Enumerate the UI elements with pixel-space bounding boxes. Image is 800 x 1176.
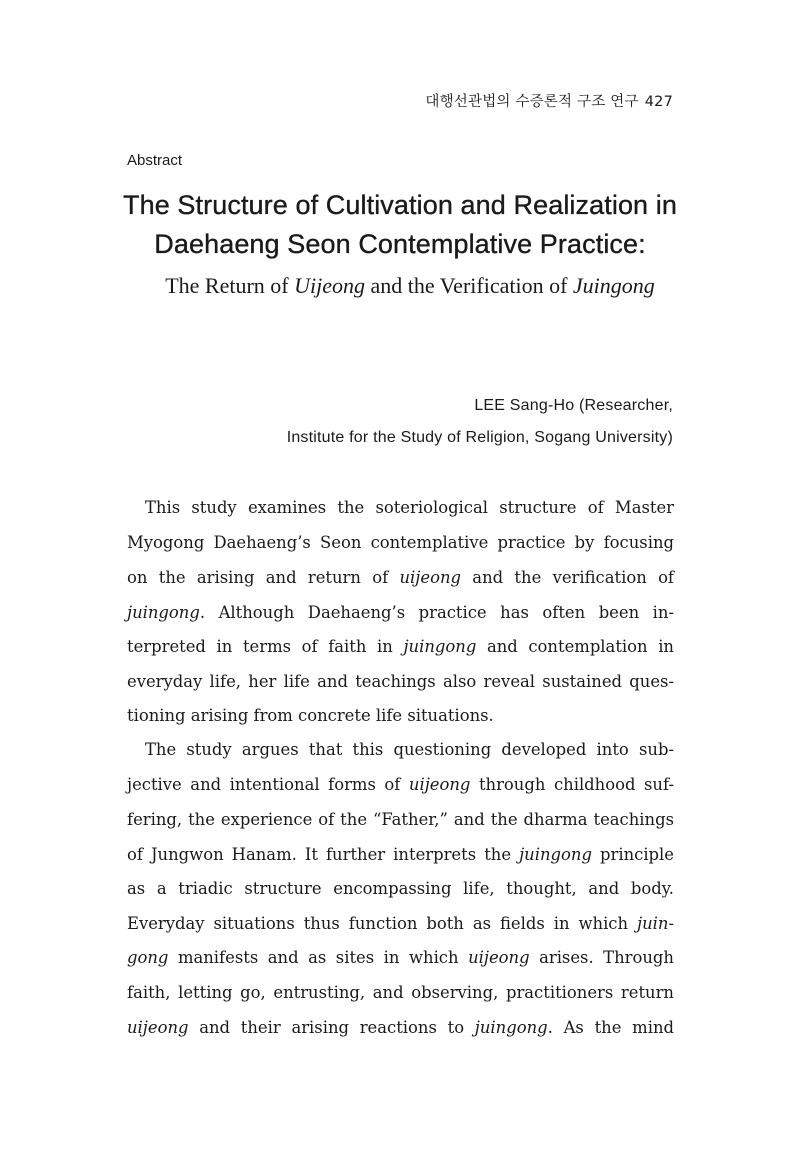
body-text: of Jungwon Hanam. It further interprets the	[127, 845, 520, 864]
body-line: as a triadic structure encompassing life, thought, and body.	[127, 879, 674, 898]
body-text: . Although Daehaeng’s practice has often been in-	[199, 603, 674, 622]
subtitle-term: Juingong	[572, 273, 655, 298]
body-term: juingong	[403, 637, 477, 656]
body-term: gong	[127, 948, 169, 967]
body-term: uijeong	[468, 948, 530, 967]
body-term: uijeong	[408, 775, 471, 794]
body-line: everyday life, her life and teachings also reveal sustained ques-	[127, 672, 674, 691]
body-text: arises. Through	[529, 948, 674, 967]
body-line: tioning arising from concrete life situations.	[127, 706, 494, 725]
body-text: on the arising and return of	[127, 568, 400, 587]
body-term: uijeong	[127, 1018, 189, 1037]
title-line-2: Daehaeng Seon Contemplative Practice:	[154, 229, 646, 259]
body-text: Everyday situations thus function both as fields in which	[127, 914, 638, 933]
subtitle-text: and the Verification of	[364, 273, 573, 298]
subtitle-term: Uijeong	[294, 273, 365, 298]
author-name: LEE Sang-Ho (Researcher,	[474, 397, 673, 414]
body-text: and the verification of	[461, 568, 674, 587]
title-line-1: The Structure of Cultivation and Realization in	[123, 190, 677, 220]
body-line: The study argues that this questioning developed into sub-	[145, 740, 674, 759]
body-line: fering, the experience of the “Father,” and the dharma teachings	[127, 810, 674, 829]
body-line: faith, letting go, entrusting, and observing, practitioners return	[127, 983, 674, 1002]
body-term: juingong	[519, 845, 592, 864]
body-line	[127, 602, 674, 624]
author-affiliation: Institute for the Study of Religion, Sogang University)	[286, 429, 673, 446]
body-text: manifests and as sites in which	[168, 948, 469, 967]
body-text: principle	[591, 845, 674, 864]
body-line	[127, 774, 674, 796]
body-text: and their arising reactions to	[188, 1018, 475, 1037]
body-term: juin-	[637, 914, 674, 933]
body-line	[127, 913, 674, 935]
body-text: terpreted in terms of faith in	[127, 637, 404, 656]
body-line	[127, 567, 674, 589]
page-number: 427	[644, 94, 673, 110]
body-line	[127, 636, 674, 658]
running-header	[425, 90, 673, 111]
body-line	[127, 947, 674, 969]
body-line: Myogong Daehaeng’s Seon contemplative practice by focusing	[127, 533, 674, 552]
section-label: Abstract	[127, 152, 183, 169]
body-term: juingong	[474, 1018, 548, 1037]
body-text: jective and intentional forms of	[127, 775, 409, 794]
body-text: and contemplation in	[476, 637, 674, 656]
body-text: . As the mind	[547, 1018, 674, 1037]
running-title: 대행선관법의 수증론적 구조 연구	[425, 94, 639, 110]
body-line	[127, 844, 674, 866]
body-line: This study examines the soteriological structure of Master	[145, 498, 674, 517]
subtitle-text: The Return of	[165, 273, 295, 298]
body-line	[127, 1017, 674, 1039]
body-term: juingong	[127, 603, 200, 622]
subtitle	[0, 273, 800, 299]
body-text: through childhood suf-	[470, 775, 674, 794]
body-term: uijeong	[399, 568, 461, 587]
